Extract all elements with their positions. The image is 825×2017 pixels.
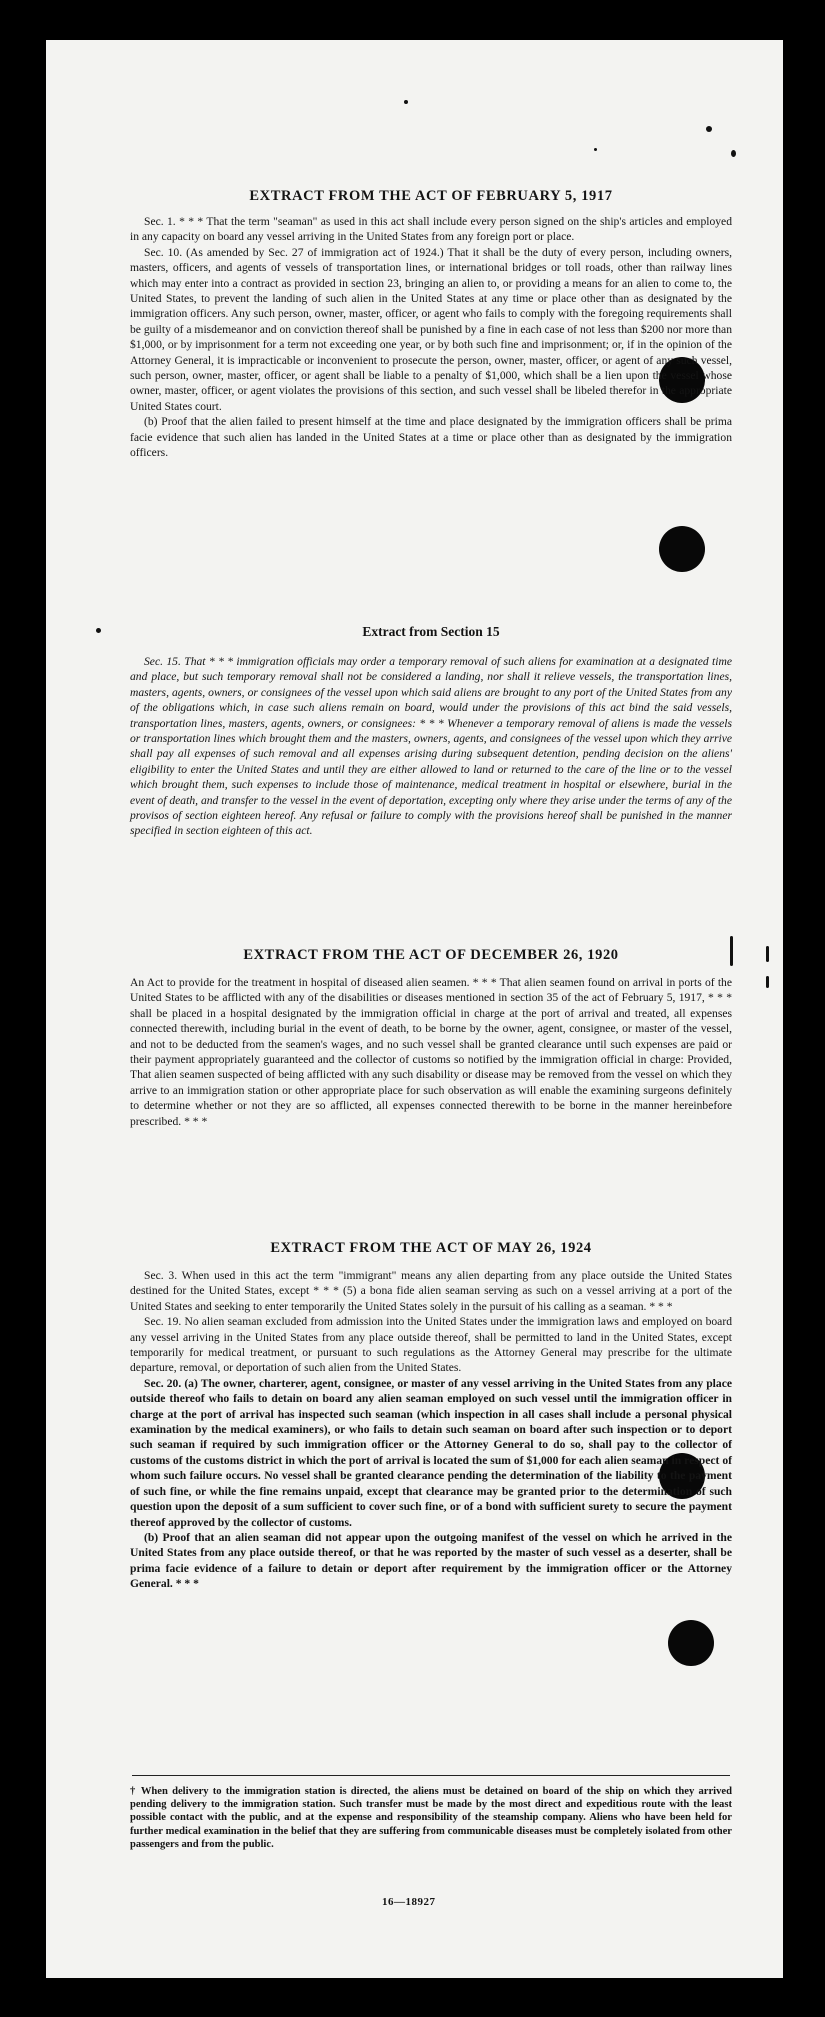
section-3-paragraph: Sec. 3. When used in this act the term "immigrant" means any alien departing from any place outside the United States destined for the United States, except * * * (5) a bona fide alien seaman serving as such on a vessel arriving at a port of the United States and seeking to enter temporarily the United States solely in the pursuit of his calling as a seaman. * * * bbox=[130, 1269, 732, 1313]
section-10b-paragraph: (b) Proof that the alien failed to present himself at the time and place designated by the immigration officers shall be prima facie evidence that such alien has landed in the United States at a time or place other than as designated by the immigration officers. bbox=[130, 415, 732, 460]
speck-mark bbox=[731, 150, 736, 157]
section-title: Extract from Section 15 bbox=[362, 624, 500, 639]
section-title: EXTRACT FROM THE ACT OF FEBRUARY 5, 1917 bbox=[249, 188, 613, 204]
page-number: 16—18927 bbox=[382, 1896, 436, 1908]
section-title: EXTRACT FROM THE ACT OF DECEMBER 26, 1920 bbox=[243, 947, 619, 963]
extract-1924 bbox=[130, 1240, 732, 1592]
act-1920-paragraph: An Act to provide for the treatment in hospital of diseased alien seamen. * * * That alien seamen found on arrival in ports of the United States to be afflicted with any of the disabilities or diseases mentioned in section 35 of the act of February 5, 1917, * * * shall be placed in a hospital designated by the immigration official in charge at the port of arrival and treated, all expenses connected therewith, including burial in the event of death, to be borne by the owner, agent, consignee, or master of the vessel, and not to be deducted from the seamen's wages, and no such vessel shall be granted clearance until such expenses are paid or their payment appropriately guaranteed and the collector of customs so notified by the immigration official in charge: Provided, That alien seamen suspected of being afflicted with any such disability or disease may be removed from the vessel on which they arrive to an immigration station or other appropriate place for such observation as will enable the examining surgeons definitely to determine whether or not they are so afflicted, all expenses connected therewith to be borne in the manner hereinbefore prescribed. * * * bbox=[130, 976, 732, 1128]
footnote-rule bbox=[132, 1775, 730, 1776]
section-19-paragraph: Sec. 19. No alien seaman excluded from admission into the United States under the immigration laws and employed on board any vessel arriving in the United States from any place outside thereof, shall be permitted to land in the United States, except temporarily for medical treatment, or pursuant to such regulations as the Attorney General may prescribe for the ultimate departure, removal, or deportation of such alien from the United States. bbox=[130, 1315, 732, 1375]
speck-mark bbox=[766, 976, 769, 988]
extract-1920 bbox=[130, 947, 732, 1129]
extract-section-15 bbox=[130, 624, 732, 839]
footnote-text: † When delivery to the immigration station is directed, the aliens must be detained on board of the ship on which they arrived pending delivery to the immigration station. Such transfer must be made by the most direct and expeditious route with the least possible contact with the public, and at the expense and responsibility of the steamship company. Aliens who have been held for further medical examination in the belief that they are suffering from communicable diseases must be completely isolated from other passengers and from the public. bbox=[130, 1786, 732, 1850]
section-title: EXTRACT FROM THE ACT OF MAY 26, 1924 bbox=[270, 1240, 592, 1256]
speck-mark bbox=[706, 126, 712, 132]
section-20b-paragraph: (b) Proof that an alien seaman did not appear upon the outgoing manifest of the vessel on which he arrived in the United States from any place outside thereof, or that he was reported by the master of such vessel as a deserter, shall be prima facie evidence of a failure to detain or deport after requirement by the immigration officer or the Attorney General. * * * bbox=[130, 1530, 732, 1591]
speck-mark bbox=[766, 946, 769, 962]
section-20a-paragraph: Sec. 20. (a) The owner, charterer, agent, consignee, or master of any vessel arriving in the United States from any place outside thereof who fails to detain on board any alien seaman employed on such vessel until the immigration officer in charge at the port of arrival has inspected such seaman (which inspection in all cases shall include a personal physical examination by the medical examiners), or who fails to detain such seaman on board after such inspection or to deport such seaman if required by such immigration officer or the Attorney General to do so, shall pay to the collector of customs of the customs district in which the port of arrival is located the sum of $1,000 for each alien seaman in respect of whom such failure occurs. No vessel shall be granted clearance pending the determination of the liability to the payment of such fine, or while the fine remains unpaid, except that clearance may be granted prior to the determination of such question upon the deposit of a sum sufficient to cover such fine, or of a bond with sufficient surety to secure the payment thereof approved by the collector of customs. bbox=[130, 1376, 732, 1529]
punch-hole bbox=[668, 1620, 714, 1666]
footnote-block bbox=[130, 1785, 732, 1851]
section-15-paragraph: Sec. 15. That * * * immigration officials may order a temporary removal of such aliens for examination at a designated time and place, but such temporary removal shall not be considered a landing, nor shall it relieve vessels, the transportation lines, masters, agents, owners, or consignees of the vessel upon which said aliens are brought to any port of the United States from any of the obligations which, in case such aliens remain on board, would under the provisions of this act bind the said vessels, transportation lines, masters, agents, owners, or consignees: * * * Whenever a temporary removal of aliens is made the vessels or transportation lines which brought them and the masters, owners, agents, and consignees of the vessel upon which they arrive shall pay all expenses of such removal and all expenses arising during subsequent detention, pending decision on the aliens' eligibility to enter the United States and until they are either allowed to land or returned to the care of the line or to the vessel which brought them, such expenses to include those of maintenance, medical treatment in hospital or elsewhere, burial in the event of death, and transfer to the vessel in the event of deportation, excepting only where they arise under the terms of any of the provisos of section eighteen hereof. Any refusal or failure to comply with the provisions hereof shall be punished in the manner specified in section eighteen of this act. bbox=[130, 655, 732, 838]
section-1-paragraph: Sec. 1. * * * That the term "seaman" as used in this act shall include every person signed on the ship's articles and employed in any capacity on board any vessel arriving in the United States from any foreign port or place. bbox=[130, 215, 732, 244]
speck-mark bbox=[96, 628, 101, 633]
speck-mark bbox=[594, 148, 597, 151]
section-10-paragraph: Sec. 10. (As amended by Sec. 27 of immigration act of 1924.) That it shall be the duty of every person, including owners, masters, officers, and agents of vessels of transportation lines, or international bridges or toll roads, other than railway lines which may enter into a contract as provided in section 23, bringing an alien to, or providing a means for an alien to come to, the United States, to prevent the landing of such alien in the United States at any time or place other than as designated by the immigration officers. Any such person, owner, master, officer, or agent who fails to comply with the foregoing requirements shall be guilty of a misdemeanor and on conviction thereof shall be punished by a fine in each case of not less than $200 nor more than $1,000, or by imprisonment for a term not exceeding one year, or by both such fine and imprisonment; or, if in the opinion of the Attorney General, it is impracticable or inconvenient to prosecute the person, owner, master, officer, or agent of any such vessel, such person, owner, master, officer, or agent shall be liable to a penalty of $1,000, which shall be a lien upon the vessel whose owner, master, officer, or agent violates the provisions of this section, and such vessel shall be libeled therefor in the appropriate United States court. bbox=[130, 245, 732, 413]
punch-hole bbox=[659, 526, 705, 572]
document-page bbox=[46, 40, 783, 1978]
extract-1917 bbox=[130, 188, 732, 461]
speck-mark bbox=[404, 100, 408, 104]
